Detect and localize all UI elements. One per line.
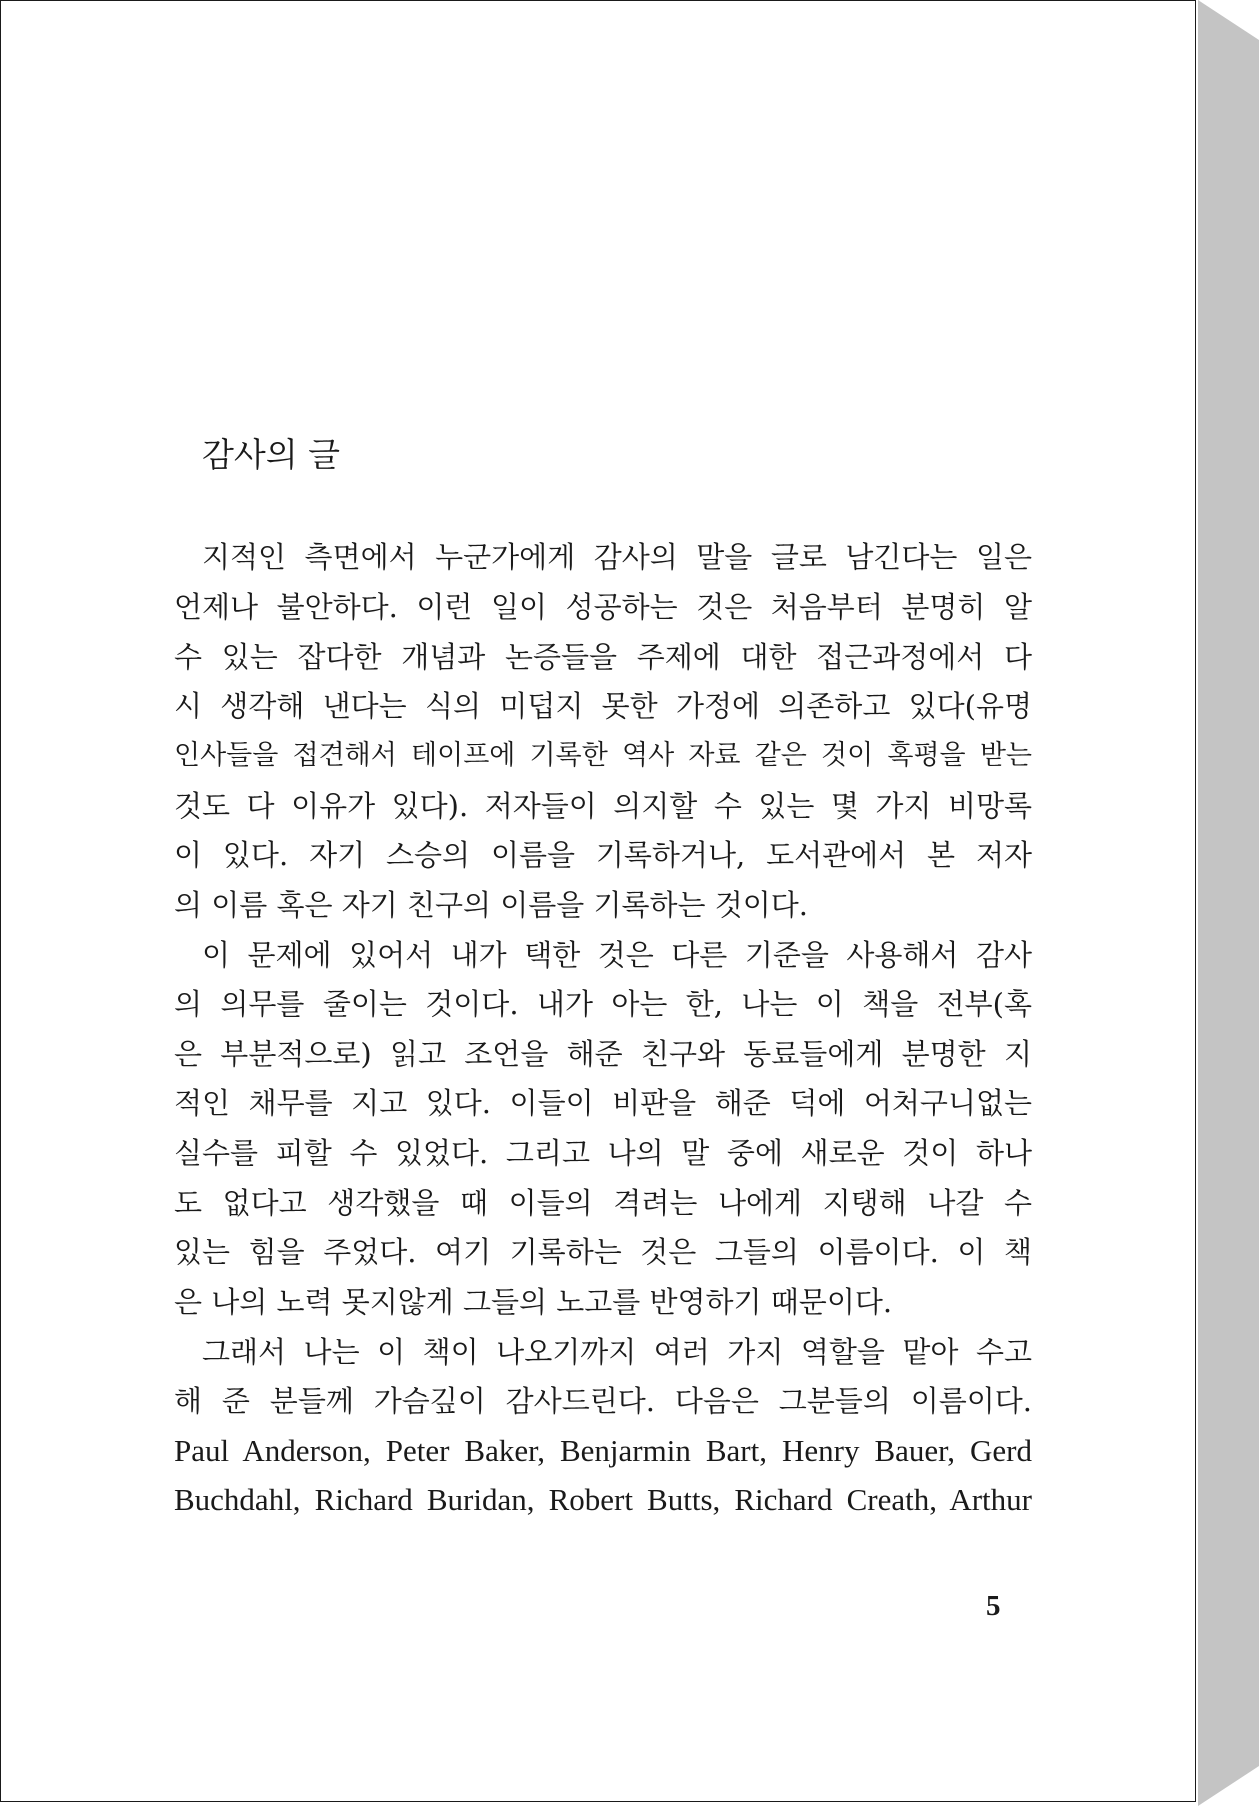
paragraph-1-line-4: 시 생각해 낸다는 식의 미덥지 못한 가정에 의존하고 있다(유명 <box>174 689 1032 723</box>
paragraph-2-line-6: 도 없다고 생각했을 때 이들의 격려는 나에게 지탱해 나갈 수 <box>174 1186 1032 1220</box>
paragraph-2-line-7: 있는 힘을 주었다. 여기 기록하는 것은 그들의 이름이다. 이 책 <box>174 1235 1032 1269</box>
paragraph-1-line-5: 인사들을 접견해서 테이프에 기록한 역사 자료 같은 것이 혹평을 받는 <box>174 740 1032 771</box>
paragraph-2-line-3: 은 부분적으로) 읽고 조언을 해준 친구와 동료들에게 분명한 지 <box>174 1037 1032 1071</box>
paragraph-2-line-1: 이 문제에 있어서 내가 택한 것은 다른 기준을 사용해서 감사 <box>202 938 1032 972</box>
paragraph-3-line-3: Paul Anderson, Peter Baker, Benjarmin Bart, Henry Bauer, Gerd <box>174 1433 1032 1468</box>
book-spine-edge <box>1198 0 1259 1806</box>
paragraph-1-line-2: 언제나 불안하다. 이런 일이 성공하는 것은 처음부터 분명히 알 <box>174 590 1032 624</box>
paragraph-2-line-2: 의 의무를 줄이는 것이다. 내가 아는 한, 나는 이 책을 전부(혹 <box>174 987 1032 1021</box>
section-heading: 감사의 글 <box>202 435 341 474</box>
paragraph-2-line-5: 실수를 피할 수 있었다. 그리고 나의 말 중에 새로운 것이 하나 <box>174 1136 1032 1170</box>
paragraph-1-line-6: 것도 다 이유가 있다). 저자들이 의지할 수 있는 몇 가지 비망록 <box>174 789 1032 823</box>
paragraph-1-line-8: 의 이름 혹은 자기 친구의 이름을 기록하는 것이다. <box>174 888 809 922</box>
paragraph-1-line-3: 수 있는 잡다한 개념과 논증들을 주제에 대한 접근과정에서 다 <box>174 640 1032 674</box>
paragraph-3-line-1: 그래서 나는 이 책이 나오기까지 여러 가지 역할을 맡아 수고 <box>202 1335 1032 1369</box>
paragraph-3-line-4: Buchdahl, Richard Buridan, Robert Butts, Richard Creath, Arthur <box>174 1482 1032 1517</box>
paragraph-2-line-8: 은 나의 노력 못지않게 그들의 노고를 반영하기 때문이다. <box>174 1285 893 1319</box>
paragraph-1-line-7: 이 있다. 자기 스승의 이름을 기록하거나, 도서관에서 본 저자 <box>174 838 1032 872</box>
paragraph-1-line-1: 지적인 측면에서 누군가에게 감사의 말을 글로 남긴다는 일은 <box>202 540 1032 574</box>
paragraph-3-line-2: 해 준 분들께 가슴깊이 감사드린다. 다음은 그분들의 이름이다. <box>174 1384 1032 1418</box>
paragraph-2-line-4: 적인 채무를 지고 있다. 이들이 비판을 해준 덕에 어처구니없는 <box>174 1086 1032 1120</box>
page-number: 5 <box>986 1590 1001 1622</box>
